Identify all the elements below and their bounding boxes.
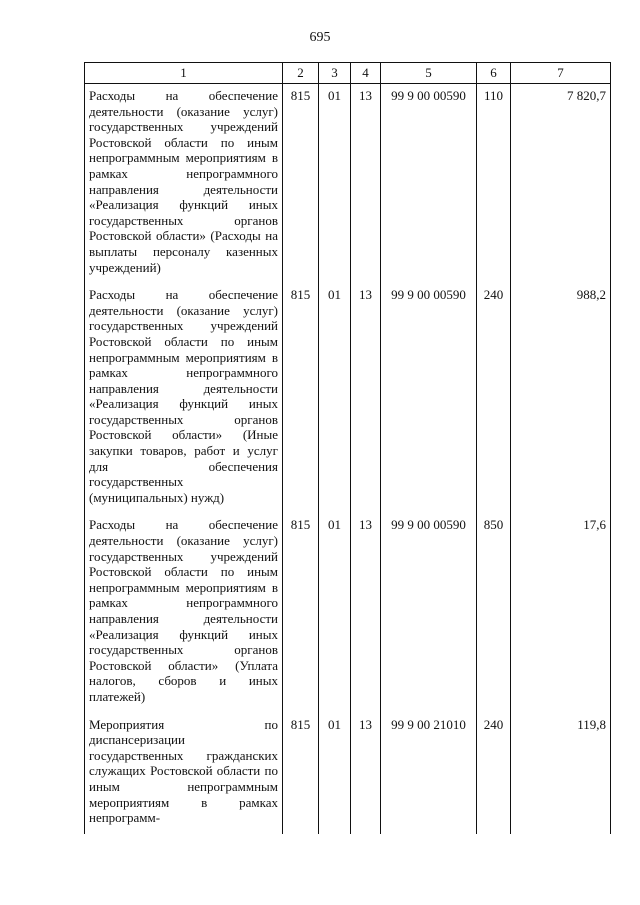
table-row bbox=[85, 513, 611, 712]
row-type-code: 850 bbox=[477, 513, 511, 712]
budget-table bbox=[84, 62, 611, 834]
row-amount: 7 820,7 bbox=[511, 84, 611, 284]
col-header-3: 3 bbox=[319, 63, 351, 84]
row-ministry-code: 815 bbox=[283, 283, 319, 513]
row-type-code: 110 bbox=[477, 84, 511, 284]
row-amount: 17,6 bbox=[511, 513, 611, 712]
row-target-code: 99 9 00 00590 bbox=[381, 513, 477, 712]
row-section-code: 01 bbox=[319, 713, 351, 834]
col-header-5: 5 bbox=[381, 63, 477, 84]
col-header-4: 4 bbox=[351, 63, 381, 84]
row-section-code: 01 bbox=[319, 84, 351, 284]
row-ministry-code: 815 bbox=[283, 713, 319, 834]
row-amount: 119,8 bbox=[511, 713, 611, 834]
col-header-1: 1 bbox=[85, 63, 283, 84]
row-description: Мероприятия по диспансеризации государственных гражданских служащих Ростовской области по иным непрограммным мероприятиям в рамках непрограмм- bbox=[85, 713, 283, 834]
header-row bbox=[85, 63, 611, 84]
table-row bbox=[85, 84, 611, 284]
table-row bbox=[85, 283, 611, 513]
row-target-code: 99 9 00 21010 bbox=[381, 713, 477, 834]
row-section-code: 01 bbox=[319, 513, 351, 712]
row-subsection-code: 13 bbox=[351, 84, 381, 284]
row-subsection-code: 13 bbox=[351, 283, 381, 513]
table-row bbox=[85, 713, 611, 834]
col-header-6: 6 bbox=[477, 63, 511, 84]
col-header-7: 7 bbox=[511, 63, 611, 84]
col-header-2: 2 bbox=[283, 63, 319, 84]
row-subsection-code: 13 bbox=[351, 713, 381, 834]
row-type-code: 240 bbox=[477, 283, 511, 513]
row-type-code: 240 bbox=[477, 713, 511, 834]
row-description: Расходы на обеспечение деятельности (оказание услуг) государственных учреждений Ростовской области по иным непрограммным мероприятиям в рамках непрограммного направления деятельности «Реализация функций иных государственных органов Ростовской области» (Иные закупки товаров, работ и услуг для обеспечения государственных (муниципальных) нужд) bbox=[85, 283, 283, 513]
row-ministry-code: 815 bbox=[283, 84, 319, 284]
row-target-code: 99 9 00 00590 bbox=[381, 283, 477, 513]
row-amount: 988,2 bbox=[511, 283, 611, 513]
row-target-code: 99 9 00 00590 bbox=[381, 84, 477, 284]
row-description: Расходы на обеспечение деятельности (оказание услуг) государственных учреждений Ростовской области по иным непрограммным мероприятиям в рамках непрограммного направления деятельности «Реализация функций иных государственных органов Ростовской области» (Расходы на выплаты персоналу казенных учреждений) bbox=[85, 84, 283, 284]
row-description: Расходы на обеспечение деятельности (оказание услуг) государственных учреждений Ростовской области по иным непрограммным мероприятиям в рамках непрограммного направления деятельности «Реализация функций иных государственных органов Ростовской области» (Уплата налогов, сборов и иных платежей) bbox=[85, 513, 283, 712]
page-number: 695 bbox=[309, 30, 331, 45]
row-ministry-code: 815 bbox=[283, 513, 319, 712]
row-subsection-code: 13 bbox=[351, 513, 381, 712]
row-section-code: 01 bbox=[319, 283, 351, 513]
